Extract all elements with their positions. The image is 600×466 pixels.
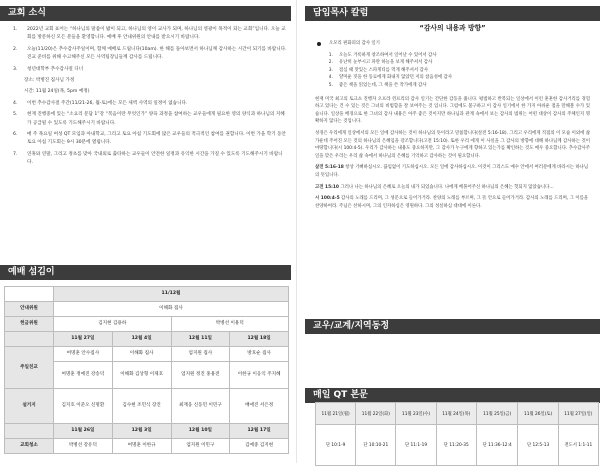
news2-title: 교우/교계/지역동정 <box>313 321 390 331</box>
news-item: 6. 매 주 목요일 여성 QT 모임과 아내학교, 그리고 토요 아침 기도회에 많은 교우들의 적극적인 참여를 권합니다. 이번 가을 학기 동안 토요 아침 기도회는 9시 30분에 열립니다. <box>13 132 286 146</box>
list-item: 4. 얄미운 짓을 한 동료에게 화내지 않았던 저의 참음성에 감사 <box>328 75 452 81</box>
column-header <box>305 6 600 21</box>
schedule-title: 예배 섬김이 <box>8 267 55 277</box>
list-item: 5. 좋은 책을 읽었는데, 그 책을 쓴 작가에게 감사 <box>328 82 427 88</box>
dish-cell: 김수현 조민식 장진 <box>112 389 171 424</box>
news-header <box>0 6 291 21</box>
qt-title: 매일 QT 본문 <box>313 390 368 400</box>
clean-label: 교회청소 <box>5 439 54 454</box>
news-item: 3. 청년대학부 추수감사절 디너 <box>13 66 84 72</box>
qt-date: 11월 21일(월) <box>316 403 356 425</box>
news-item: 4. 이번 추수감사절 주간(11/21-26, 월-토)에는 모든 새벽 사역의 일정이 없습니다. <box>13 100 188 106</box>
qt-header <box>305 388 600 403</box>
qt-date: 11월 25일(금) <box>476 403 518 425</box>
youth-cell: 방호순 집사 <box>230 347 289 362</box>
dish-cell: 김지호 이준오 신명환 <box>54 389 113 424</box>
youth-cell: 엄지원 집사 <box>171 347 230 362</box>
dish-cell: 배애진 서은정 <box>230 389 289 424</box>
right-column <box>305 0 600 463</box>
list-item: 1. 오늘도 거룩하게 창조하여서 일어날 수 있어서 감사 <box>328 52 437 58</box>
dish-cell: 최재웅 신동민 이민구 <box>171 389 230 424</box>
qt-table <box>315 402 599 466</box>
offering-b: 박병선 이용덕 <box>171 317 289 332</box>
date-cell: 12월 10일 <box>171 424 230 439</box>
sermon-title: “감사의 내용과 방향” <box>419 24 486 32</box>
qt-passage: 단 11:1-19 <box>396 425 436 466</box>
date-cell: 12월 4일 <box>112 332 171 347</box>
date-cell: 11월 26일 <box>54 424 113 439</box>
date-cell: 12월 18일 <box>230 332 289 347</box>
qt-passage: 단 10:1-9 <box>316 425 356 466</box>
news-item: 5. 현재 진행중에 있는 “소요리 문답 1”강 “복음이란 무엇인가” 양육 과정을 참여하는 교우들에게 필요한 영의 양식과 하나님의 지혜가 공급될 수 있도록 기도해주시기 바랍니다. <box>13 112 285 126</box>
youth-cell: 이해화 김상형 이제호 <box>112 362 171 389</box>
news-item: 1. 2022년 교회 표어는 “하나님의 말씀이 밟이 되고, 하나님의 영이 교사가 되며, 하나님의 영광이 목적이 되는 교회”입니다. 오늘 교회를 방문하신 모든 분들을 환영합니다. 예배 후 안내위원의 안내를 받으시기 바랍니다. <box>13 27 286 41</box>
offering-a: 김지현 김용하 <box>54 317 172 332</box>
sermon-bullet: 오모리 편화피의 감사 일기 <box>315 40 590 48</box>
youth-cell: 여명훈 정예진 강송덕 <box>54 362 113 389</box>
bullet-icon <box>317 42 321 46</box>
news2-header <box>305 319 600 334</box>
date-cell: 12월 3일 <box>112 424 171 439</box>
news-list <box>10 26 287 171</box>
qt-date: 11월 26일(토) <box>518 403 558 425</box>
date-cell: 12월 17일 <box>230 424 289 439</box>
list-item: 3. 점심 때 맛있는 스파게티를 먹게 해주셔서 감사 <box>328 67 428 73</box>
qt-passage: 단 11:36-12:4 <box>476 425 518 466</box>
youth-cell: 이한규 이응익 주지혜 <box>230 362 289 389</box>
news-sub-place: 장소: 박병진 집사님 가정 <box>24 78 75 84</box>
clean-cell: 박병선 강유덕 <box>54 439 113 454</box>
date-cell: 12월 11일 <box>171 332 230 347</box>
news-title: 교회 소식 <box>8 8 46 18</box>
schedule-table <box>4 286 289 454</box>
qt-passage: 단 11:20-35 <box>436 425 476 466</box>
youth-cell: 엄지원 정진 홍용전 <box>171 362 230 389</box>
scripture-ref: 시 100:4-5 감사의 노래를 드리며, 그 성문으로 들어가거라. 찬양의 노래를 부르며, 그 뜰 안으로 들어가거라. 감사의 노래를 드리며, 그 이름을 찬양하여라. 주님은 선하시며, 그의 인자하심은 영원하다. 그의 성실하심 대대에 이른다. <box>315 196 589 209</box>
clean-cell: 김예중 김지현 <box>230 439 289 454</box>
clean-cell: 여명훈 이한규 <box>112 439 171 454</box>
youth-label: 주일친교 <box>5 347 54 389</box>
qt-date: 11월 23일(수) <box>396 403 436 425</box>
qt-passage: 단 10:10-21 <box>356 425 396 466</box>
scripture-ref: 고전 15:10 그러나 나는 하나님의 은혜로 오늘의 내가 되었습니다. 나에게 베풀어주신 하나님의 은혜는 헛되지 않았습니다... <box>315 184 554 190</box>
news-item: 2. 오늘(11/20)은 추수감사주일이며, 함께 예배로 드립니다(10am). 한 해를 돌아보면서 하나님께 감사하는 시간이 되기를 바랍니다. 진교 준비를 위해 수고해주신 모든 사역팀장님들께 감사를 드립니다. <box>13 46 287 61</box>
sermon-body <box>315 40 590 214</box>
guide-value: 이해화 집사 <box>54 302 289 317</box>
news-sub-time: 시간: 11월 24일(목, 5pm 예정) <box>24 89 90 95</box>
schedule-header <box>0 265 291 280</box>
qt-date: 11월 24일(목) <box>436 403 476 425</box>
column-title: 담임목사 칼럼 <box>313 8 369 18</box>
sermon-paragraph: 현재 미국 최고의 토크쇼 진행자 오프라 윈프리의 감사 일기는 간단한 감동을 줍니다. 평범하고 반복되는 일상에서 이런 훈훈한 감사거리를 경험하고 있다는 건 수 있는 것은 그녀의 비범함을 잘 보여주는 것 입니다. 그럼에도 불구하고 이 감사 일기에서 한 가지 아쉬운 점을 말해볼 수가 있습니다. 일상을 배경으로 한 그녀의 감사 내용은 아주 좋은 것이지만 하나님과 관계 속에서 보는 감사의 범위는 어떤 대상이 감사의 주체인지 명확하지 않다는 것입니다. <box>315 96 590 125</box>
news-item: 7. 연휴와 연말, 그리고 정초를 맞아 국내외로 출타하는 교우들이 안전한 일정과 유익한 시간을 가질 수 있도록 기도해주시기 바랍니다. <box>13 151 283 166</box>
list-item: 2. 유난히 눈부시고 파란 하늘을 보게 해주셔서 감사 <box>328 60 433 66</box>
qt-passage: 전도서 1:1-11 <box>558 425 598 466</box>
youth-cell: 여명훈 안수집사 <box>54 347 113 362</box>
scripture-ref: 살전 5:16-18 항상 기뻐하십시오. 끊임없이 기도하십시오. 모든 일에 감사하십시오. 이것이 그리스도 예수 안에서 여러분에게 바라시는 하나님의 뜻입니다. <box>315 165 589 178</box>
qt-date: 11월 22일(화) <box>356 403 396 425</box>
qt-passage: 단 12:5-13 <box>518 425 558 466</box>
qt-date: 11월 27일(일) <box>558 403 598 425</box>
month-header: 11/12월 <box>54 287 289 302</box>
page-divider <box>296 0 297 463</box>
gratitude-list <box>315 52 590 90</box>
dish-label: 설거지 <box>5 389 54 424</box>
date-cell: 11월 27일 <box>54 332 113 347</box>
sermon-paragraph: 성경은 우리에게 일상에서의 모든 일에 감사하는 것이 하나님의 뜻이라고 말씀합니다(살전 5:16-18). 그리고 우리에게 직접의 이 모습 이외에 삶 가운데 주어진 모든 것의 하나님의 은혜임을 강조합니다(고전 15:10). 또한 우리 에게 이 사실을 그 감사의 방향에 대해 하나님께 감사하는 것이 마땅합니다(시 100:4-5). 우리가 감사하는 내용도 중요하지만, 그 감사가 누구에게 향하고 있는가를 확인하는 것도 매우 중요합니다. 추수감사주일을 맞은 우리는 우리 삶 속에서 하나님의 은혜를 기억하고 감사하는 것이 필요합니다. <box>315 130 590 159</box>
offering-label: 헌금위원 <box>5 317 54 332</box>
guide-label: 안내위원 <box>5 302 54 317</box>
clean-cell: 엄지원 이민구 <box>171 439 230 454</box>
youth-cell: 이해화 집사 <box>112 347 171 362</box>
left-column <box>0 0 291 463</box>
